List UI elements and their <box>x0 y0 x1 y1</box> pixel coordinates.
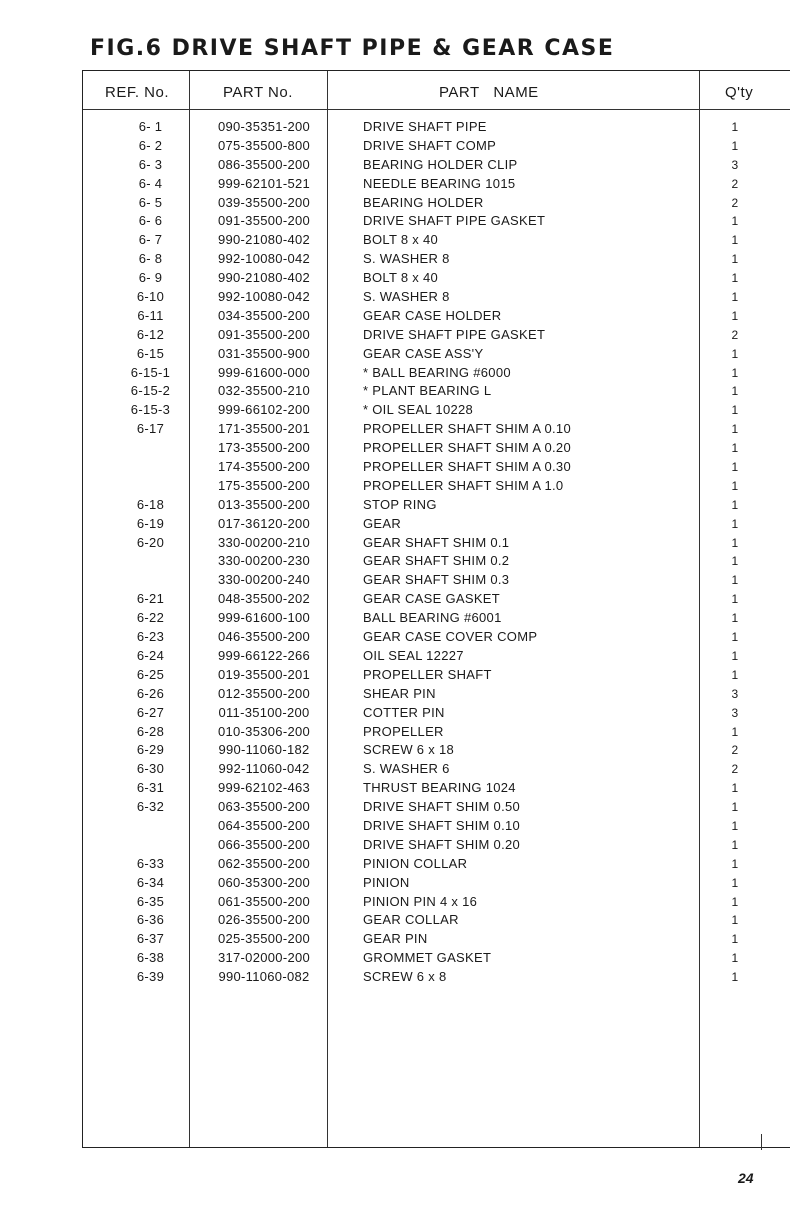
part-no-cell: 091-35500-200 <box>217 326 311 342</box>
part-name-cell: SCREW 6 x 8 <box>363 969 447 985</box>
part-name-cell: STOP RING <box>363 496 437 512</box>
qty-cell: 1 <box>731 648 739 663</box>
part-name-cell: SHEAR PIN <box>363 685 436 701</box>
table-row <box>83 137 790 156</box>
qty-cell: 1 <box>731 818 739 833</box>
table-row <box>83 194 790 213</box>
ref-cell: 6- 7 <box>138 232 163 248</box>
ref-cell: 6-20 <box>136 534 165 550</box>
part-no-cell: 032-35500-210 <box>217 383 311 399</box>
table-row <box>83 666 790 685</box>
part-name-cell: GEAR CASE ASS'Y <box>363 345 484 361</box>
table-row <box>83 307 790 326</box>
table-row <box>83 741 790 760</box>
qty-cell: 1 <box>731 441 739 456</box>
qty-cell: 3 <box>731 686 739 701</box>
qty-cell: 2 <box>731 195 739 210</box>
ref-cell: 6-32 <box>136 799 165 815</box>
part-no-cell: 064-35500-200 <box>217 817 311 833</box>
part-name-cell: BEARING HOLDER <box>363 194 484 210</box>
part-name-cell: PINION COLLAR <box>363 855 468 871</box>
part-no-cell: 026-35500-200 <box>217 912 311 928</box>
part-name-cell: * PLANT BEARING L <box>363 383 492 399</box>
part-no-cell: 010-35306-200 <box>217 723 311 739</box>
part-name-cell: DRIVE SHAFT PIPE <box>363 119 487 134</box>
ref-cell: 6-10 <box>136 289 165 305</box>
qty-cell: 1 <box>731 573 739 588</box>
part-name-cell: GEAR COLLAR <box>363 912 459 928</box>
part-no-cell: 019-35500-201 <box>217 666 311 682</box>
table-row <box>83 590 790 609</box>
table-row <box>83 874 790 893</box>
table-row <box>83 647 790 666</box>
qty-cell: 1 <box>731 497 739 512</box>
qty-cell: 1 <box>731 365 739 380</box>
qty-cell: 1 <box>731 460 739 475</box>
ref-cell: 6-27 <box>136 704 165 720</box>
qty-cell: 1 <box>731 856 739 871</box>
table-row <box>83 515 790 534</box>
part-no-cell: 086-35500-200 <box>217 156 311 172</box>
ref-cell: 6-38 <box>136 950 165 966</box>
table-row <box>83 685 790 704</box>
ref-cell: 6-21 <box>136 591 165 607</box>
qty-cell: 1 <box>731 913 739 928</box>
part-no-cell: 990-11060-082 <box>218 969 310 985</box>
part-name-cell: * BALL BEARING #6000 <box>363 364 511 380</box>
part-name-cell: S. WASHER 6 <box>363 761 450 777</box>
table-row <box>83 779 790 798</box>
part-name-cell: PINION PIN 4 x 16 <box>363 893 478 909</box>
qty-cell: 2 <box>731 743 739 758</box>
table-row <box>83 723 790 742</box>
ref-cell: 6- 1 <box>138 119 163 134</box>
part-no-cell: 025-35500-200 <box>217 931 311 947</box>
qty-cell: 1 <box>731 120 739 134</box>
part-no-cell: 330-00200-230 <box>217 553 311 569</box>
part-no-cell: 999-61600-000 <box>217 364 311 380</box>
part-no-cell: 171-35500-201 <box>217 421 311 437</box>
part-name-cell: DRIVE SHAFT SHIM 0.50 <box>363 799 521 815</box>
table-row <box>83 382 790 401</box>
part-name-cell: GEAR <box>363 515 402 531</box>
part-name-cell: GEAR CASE HOLDER <box>363 307 502 323</box>
part-name-cell: BALL BEARING #6001 <box>363 610 502 626</box>
qty-cell: 1 <box>731 781 739 796</box>
part-name-cell: DRIVE SHAFT COMP <box>363 137 497 153</box>
page-number: 24 <box>738 1170 754 1186</box>
qty-cell: 2 <box>731 327 739 342</box>
part-no-cell: 075-35500-800 <box>217 137 311 153</box>
table-row <box>83 930 790 949</box>
ref-cell: 6-31 <box>136 780 165 796</box>
qty-cell: 1 <box>731 233 739 248</box>
part-no-cell: 992-10080-042 <box>217 251 311 267</box>
part-name-cell: DRIVE SHAFT PIPE GASKET <box>363 326 546 342</box>
part-no-cell: 017-36120-200 <box>217 515 311 531</box>
header-ref-no: REF. No. <box>105 84 170 101</box>
header-part-no: PART No. <box>223 84 293 101</box>
part-no-cell: 011-35100-200 <box>218 704 310 720</box>
qty-cell: 1 <box>731 516 739 531</box>
part-name-cell: THRUST BEARING 1024 <box>363 780 516 796</box>
part-name-cell: DRIVE SHAFT SHIM 0.20 <box>363 836 521 852</box>
ref-cell: 6-26 <box>136 685 165 701</box>
part-name-cell: PROPELLER SHAFT SHIM A 0.20 <box>363 440 571 456</box>
part-no-cell: 034-35500-200 <box>217 307 311 323</box>
parts-table <box>82 70 790 1148</box>
table-body <box>83 118 790 987</box>
part-no-cell: 990-21080-402 <box>217 232 311 248</box>
header-divider <box>83 109 790 110</box>
part-name-cell: COTTER PIN <box>363 704 445 720</box>
ref-cell: 6-22 <box>136 610 165 626</box>
qty-cell: 1 <box>731 271 739 286</box>
part-no-cell: 039-35500-200 <box>217 194 311 210</box>
table-row <box>83 609 790 628</box>
qty-cell: 1 <box>731 138 739 153</box>
table-row <box>83 552 790 571</box>
qty-cell: 1 <box>731 951 739 966</box>
ref-cell: 6-37 <box>136 931 165 947</box>
part-name-cell: BOLT 8 x 40 <box>363 232 439 248</box>
ref-cell: 6-35 <box>136 893 165 909</box>
table-row <box>83 458 790 477</box>
part-no-cell: 066-35500-200 <box>217 836 311 852</box>
ref-cell: 6-29 <box>136 742 165 758</box>
part-name-cell: BOLT 8 x 40 <box>363 270 439 286</box>
part-no-cell: 091-35500-200 <box>217 213 311 229</box>
table-row <box>83 326 790 345</box>
part-no-cell: 031-35500-900 <box>217 345 311 361</box>
ref-cell: 6-15-3 <box>130 402 171 418</box>
qty-cell: 1 <box>731 932 739 947</box>
qty-cell: 1 <box>731 290 739 305</box>
ref-cell: 6-17 <box>136 421 165 437</box>
qty-cell: 1 <box>731 535 739 550</box>
table-row <box>83 250 790 269</box>
qty-cell: 3 <box>731 705 739 720</box>
corner-mark <box>761 1134 762 1150</box>
qty-cell: 1 <box>731 214 739 229</box>
part-no-cell: 060-35300-200 <box>217 874 311 890</box>
qty-cell: 1 <box>731 970 739 985</box>
table-row <box>83 628 790 647</box>
ref-cell: 6-28 <box>136 723 165 739</box>
qty-cell: 1 <box>731 592 739 607</box>
qty-cell: 1 <box>731 554 739 569</box>
table-row <box>83 364 790 383</box>
ref-cell: 6-36 <box>136 912 165 928</box>
table-row <box>83 817 790 836</box>
part-name-cell: DRIVE SHAFT SHIM 0.10 <box>363 817 521 833</box>
qty-cell: 1 <box>731 308 739 323</box>
ref-cell: 6- 5 <box>138 194 163 210</box>
part-no-cell: 330-00200-240 <box>217 572 311 588</box>
table-row <box>83 798 790 817</box>
part-no-cell: 061-35500-200 <box>217 893 311 909</box>
part-name-cell: GEAR SHAFT SHIM 0.2 <box>363 553 510 569</box>
table-row <box>83 439 790 458</box>
qty-cell: 1 <box>731 478 739 493</box>
part-name-cell: * OIL SEAL 10228 <box>363 402 474 418</box>
table-row <box>83 571 790 590</box>
table-row <box>83 231 790 250</box>
part-name-cell: PINION <box>363 874 410 890</box>
ref-cell: 6-33 <box>136 855 165 871</box>
part-name-cell: PROPELLER SHAFT <box>363 666 492 682</box>
part-no-cell: 999-66122-266 <box>217 647 311 663</box>
part-name-cell: PROPELLER <box>363 723 444 739</box>
part-no-cell: 990-11060-182 <box>218 742 310 758</box>
table-row <box>83 760 790 779</box>
ref-cell: 6-25 <box>136 666 165 682</box>
ref-cell: 6-18 <box>136 496 165 512</box>
part-no-cell: 992-11060-042 <box>218 761 310 777</box>
part-name-cell: PROPELLER SHAFT SHIM A 0.10 <box>363 421 571 437</box>
ref-cell: 6-15 <box>136 345 165 361</box>
ref-cell: 6- 6 <box>138 213 163 229</box>
part-no-cell: 048-35500-202 <box>217 591 311 607</box>
part-name-cell: GEAR SHAFT SHIM 0.1 <box>363 534 510 550</box>
part-name-cell: GEAR SHAFT SHIM 0.3 <box>363 572 510 588</box>
table-row <box>83 175 790 194</box>
part-name-cell: BEARING HOLDER CLIP <box>363 156 518 172</box>
ref-cell: 6- 3 <box>138 156 163 172</box>
table-row <box>83 156 790 175</box>
table-row <box>83 118 790 137</box>
part-no-cell: 999-61600-100 <box>217 610 311 626</box>
table-row <box>83 704 790 723</box>
part-no-cell: 999-62101-521 <box>217 175 311 191</box>
table-row <box>83 345 790 364</box>
qty-cell: 1 <box>731 667 739 682</box>
table-row <box>83 288 790 307</box>
page-title: FIG.6 DRIVE SHAFT PIPE & GEAR CASE <box>90 36 615 61</box>
ref-cell: 6-23 <box>136 629 165 645</box>
table-row <box>83 836 790 855</box>
part-no-cell: 990-21080-402 <box>217 270 311 286</box>
qty-cell: 1 <box>731 403 739 418</box>
qty-cell: 2 <box>731 176 739 191</box>
qty-cell: 1 <box>731 611 739 626</box>
part-no-cell: 063-35500-200 <box>217 799 311 815</box>
part-name-cell: GEAR CASE GASKET <box>363 591 501 607</box>
part-name-cell: OIL SEAL 12227 <box>363 647 464 663</box>
part-no-cell: 013-35500-200 <box>217 496 311 512</box>
table-row <box>83 949 790 968</box>
table-row <box>83 212 790 231</box>
table-row <box>83 911 790 930</box>
part-name-cell: PROPELLER SHAFT SHIM A 1.0 <box>363 477 564 493</box>
table-row <box>83 496 790 515</box>
ref-cell: 6-30 <box>136 761 165 777</box>
table-row <box>83 420 790 439</box>
part-no-cell: 174-35500-200 <box>217 459 311 475</box>
part-name-cell: GEAR PIN <box>363 931 428 947</box>
table-row <box>83 855 790 874</box>
ref-cell: 6- 9 <box>138 270 163 286</box>
qty-cell: 1 <box>731 630 739 645</box>
part-name-cell: GROMMET GASKET <box>363 950 492 966</box>
ref-cell: 6- 4 <box>138 175 163 191</box>
table-row <box>83 477 790 496</box>
ref-cell: 6-12 <box>136 326 165 342</box>
ref-cell: 6-39 <box>136 969 165 985</box>
part-no-cell: 999-62102-463 <box>217 780 311 796</box>
qty-cell: 1 <box>731 800 739 815</box>
part-no-cell: 090-35351-200 <box>217 119 311 134</box>
ref-cell: 6-15-2 <box>130 383 171 399</box>
part-no-cell: 330-00200-210 <box>217 534 311 550</box>
part-no-cell: 999-66102-200 <box>217 402 311 418</box>
part-name-cell: S. WASHER 8 <box>363 289 450 305</box>
table-row <box>83 893 790 912</box>
qty-cell: 2 <box>731 762 739 777</box>
part-no-cell: 173-35500-200 <box>217 440 311 456</box>
qty-cell: 1 <box>731 837 739 852</box>
part-name-cell: DRIVE SHAFT PIPE GASKET <box>363 213 546 229</box>
qty-cell: 1 <box>731 875 739 890</box>
qty-cell: 3 <box>731 157 739 172</box>
ref-cell: 6-34 <box>136 874 165 890</box>
qty-cell: 1 <box>731 724 739 739</box>
table-row <box>83 534 790 553</box>
header-part-name: PART NAME <box>439 84 539 101</box>
ref-cell: 6- 8 <box>138 251 163 267</box>
ref-cell: 6-24 <box>136 647 165 663</box>
ref-cell: 6-19 <box>136 515 165 531</box>
part-no-cell: 992-10080-042 <box>217 289 311 305</box>
table-row <box>83 269 790 288</box>
ref-cell: 6-15-1 <box>130 364 171 380</box>
qty-cell: 1 <box>731 422 739 437</box>
ref-cell: 6-11 <box>137 307 164 323</box>
part-no-cell: 062-35500-200 <box>217 855 311 871</box>
part-name-cell: PROPELLER SHAFT SHIM A 0.30 <box>363 459 571 475</box>
qty-cell: 1 <box>731 384 739 399</box>
header-qty: Q'ty <box>725 84 754 101</box>
part-name-cell: GEAR CASE COVER COMP <box>363 629 538 645</box>
part-name-cell: NEEDLE BEARING 1015 <box>363 175 516 191</box>
table-row <box>83 968 790 987</box>
part-no-cell: 046-35500-200 <box>217 629 311 645</box>
qty-cell: 1 <box>731 252 739 267</box>
qty-cell: 1 <box>731 346 739 361</box>
part-no-cell: 175-35500-200 <box>217 477 311 493</box>
part-no-cell: 317-02000-200 <box>217 950 311 966</box>
part-name-cell: S. WASHER 8 <box>363 251 450 267</box>
part-name-cell: SCREW 6 x 18 <box>363 742 455 758</box>
table-row <box>83 401 790 420</box>
part-no-cell: 012-35500-200 <box>217 685 311 701</box>
qty-cell: 1 <box>731 894 739 909</box>
ref-cell: 6- 2 <box>138 137 163 153</box>
